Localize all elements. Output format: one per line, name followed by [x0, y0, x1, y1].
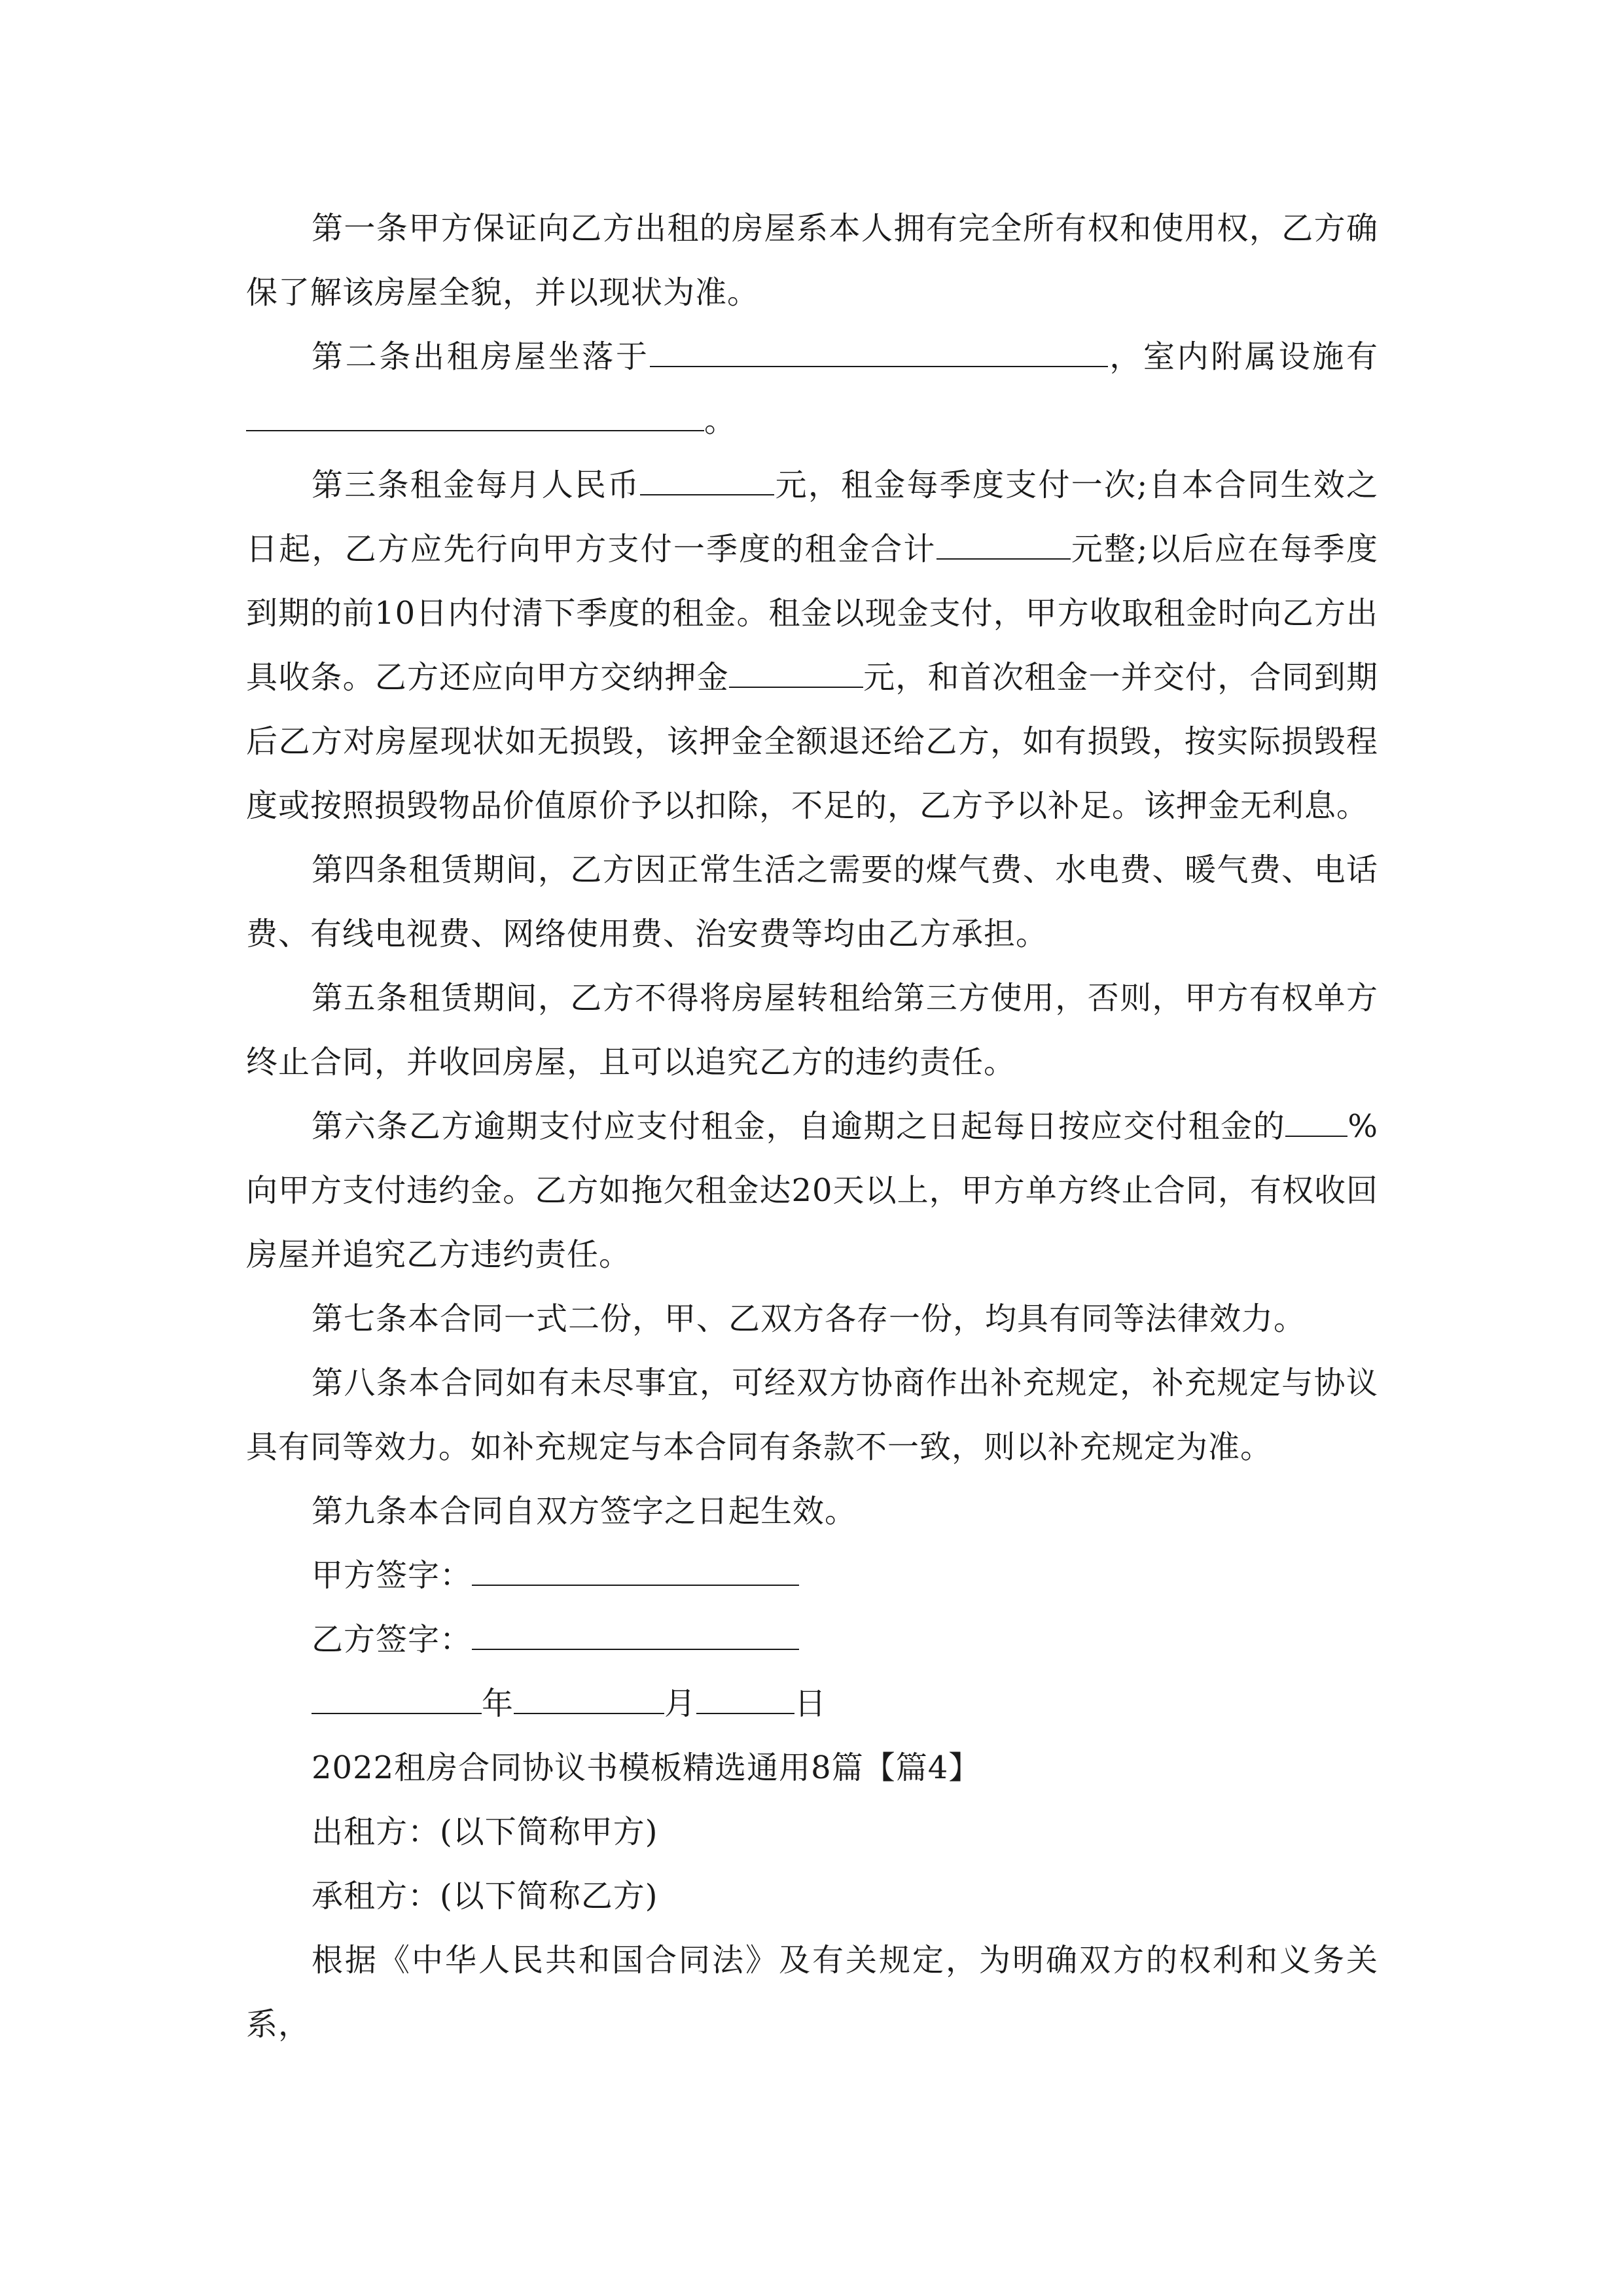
clause-8: 第八条本合同如有未尽事宜，可经双方协商作出补充规定，补充规定与协议具有同等效力。如补充规定与本合同有条款不一致，则以补充规定为准。 [246, 1365, 1378, 1465]
clause-3-part1: 第三条租金每月人民币 [312, 467, 641, 503]
year-label: 年 [482, 1685, 514, 1722]
clause-3-part4: 元，和首次租金一并交付，合同到期后乙方对房屋现状如无损毁，该押金全额退还给乙方，如有损毁，按实际损毁程度或按照损毁物品价值原价予以扣除，不足的，乙方予以补足。该押金无利息。 [246, 659, 1378, 824]
lessor-line: 出租方：(以下简称甲方) [312, 1814, 658, 1850]
document-page [246, 196, 1378, 2056]
lessee-line: 承租方：(以下简称乙方) [312, 1878, 658, 1914]
day-blank[interactable] [696, 1687, 794, 1714]
party-a-signature-blank[interactable] [472, 1558, 799, 1586]
clause-5: 第五条租赁期间，乙方不得将房屋转租给第三方使用，否则，甲方有权单方终止合同，并收回房屋，且可以追究乙方的违约责任。 [246, 980, 1378, 1081]
clause-3-part2: 元，租金每季度支付一次;自本合同生效之日起，乙方应先行向甲方支付一季度的租金合计 [246, 467, 1378, 567]
location-blank[interactable] [650, 340, 1108, 367]
clause-3-part3: 元整;以后应在每季度到期的前10日内付清下季度的租金。租金以现金支付，甲方收取租金时向乙方出具收条。乙方还应向甲方交纳押金 [246, 531, 1378, 696]
quarterly-rent-blank[interactable] [936, 532, 1071, 560]
intro-paragraph: 根据《中华人民共和国合同法》及有关规定，为明确双方的权利和义务关系， [246, 1942, 1378, 2043]
section-title: 2022租房合同协议书模板精选通用8篇【篇4】 [312, 1749, 981, 1786]
clause-1: 第一条甲方保证向乙方出租的房屋系本人拥有完全所有权和使用权，乙方确保了解该房屋全貌，并以现状为准。 [246, 210, 1378, 311]
clause-6-part1: 第六条乙方逾期支付应支付租金，自逾期之日起每日按应交付租金的 [312, 1108, 1286, 1145]
day-label: 日 [794, 1685, 827, 1722]
clause-3 [246, 453, 1378, 838]
clause-7: 第七条本合同一式二份，甲、乙双方各存一份，均具有同等法律效力。 [312, 1300, 1306, 1337]
clause-9: 第九条本合同自双方签字之日起生效。 [312, 1493, 857, 1530]
clause-2 [246, 325, 1378, 453]
clause-2-part3: 。 [704, 403, 737, 439]
month-blank[interactable] [514, 1687, 664, 1714]
facilities-blank[interactable] [246, 404, 704, 431]
clause-2-part1: 第二条出租房屋坐落于 [312, 338, 650, 375]
monthly-rent-blank[interactable] [640, 468, 774, 495]
clause-2-part2: ，室内附属设施有 [1107, 338, 1378, 375]
signing-date [246, 1672, 1378, 1736]
party-a-label: 甲方签字： [312, 1557, 473, 1594]
deposit-blank[interactable] [729, 660, 863, 688]
year-blank[interactable] [312, 1687, 482, 1714]
party-b-signature-blank[interactable] [472, 1623, 799, 1650]
party-b-signature [246, 1607, 1378, 1672]
clause-4: 第四条租赁期间，乙方因正常生活之需要的煤气费、水电费、暖气费、电话费、有线电视费、网络使用费、治安费等均由乙方承担。 [246, 852, 1378, 952]
clause-6-part2: %向甲方支付违约金。乙方如拖欠租金达20天以上，甲方单方终止合同，有权收回房屋并追究乙方违约责任。 [246, 1108, 1378, 1273]
clause-6 [246, 1094, 1378, 1287]
party-b-label: 乙方签字： [312, 1621, 473, 1658]
party-a-signature [246, 1543, 1378, 1607]
month-label: 月 [664, 1685, 697, 1722]
penalty-rate-blank[interactable] [1285, 1109, 1347, 1137]
